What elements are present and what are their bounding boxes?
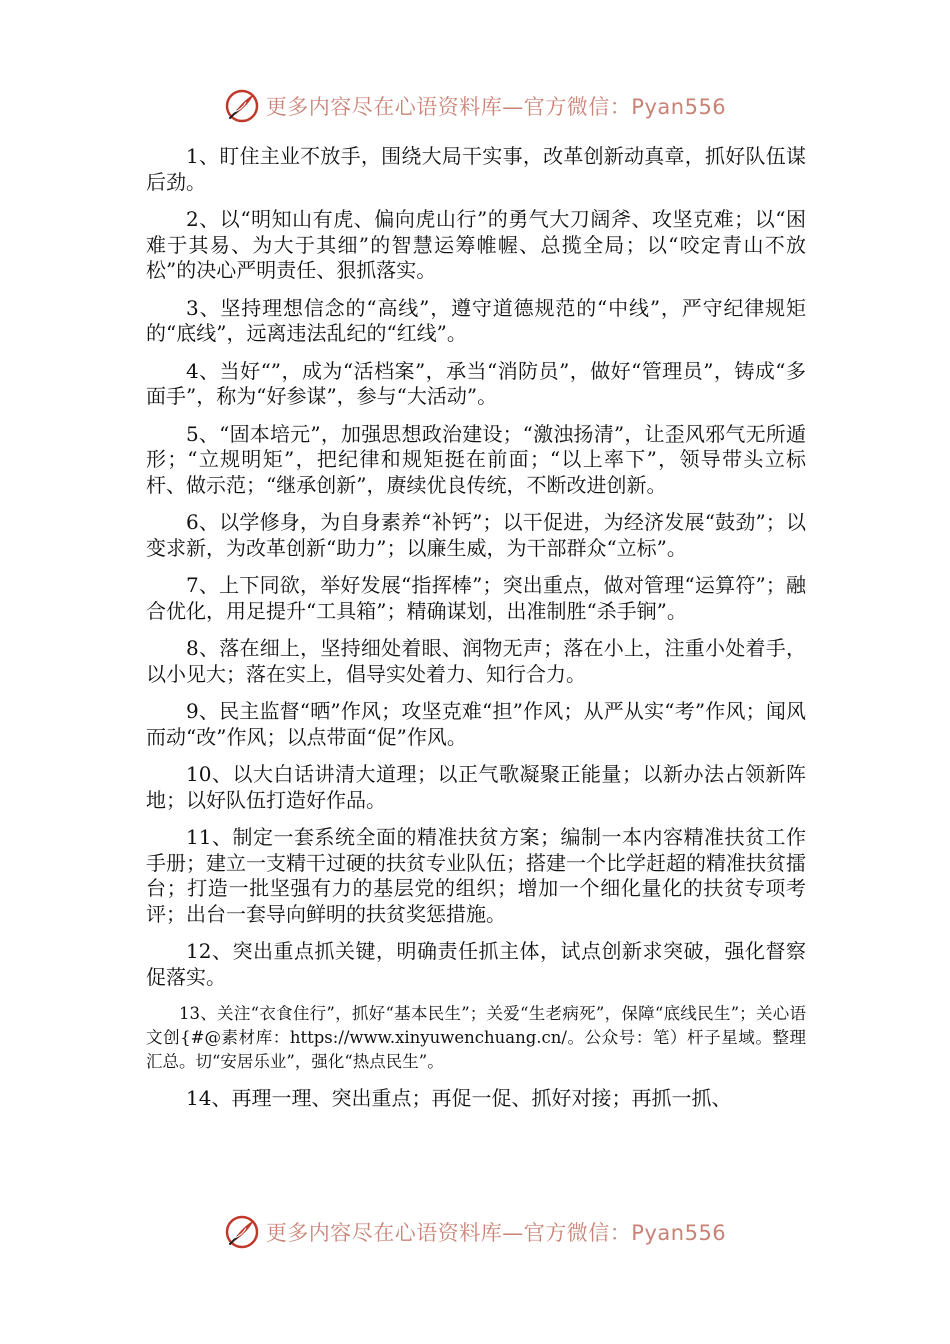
header-banner: [0, 86, 950, 126]
paragraph-14: 14、再理一理、突出重点；再促一促、抓好对接；再抓一抓、: [186, 1086, 732, 1110]
paragraph-10: 10、以大白话讲清大道理；以正气歌凝聚正能量；以新办法占领新阵地；以好队伍打造好作品。: [146, 762, 806, 812]
footer-banner: [0, 1212, 950, 1252]
paragraph-6: 6、以学修身，为自身素养“补钙”；以干促进，为经济发展“鼓劲”；以变求新，为改革创新“助力”；以廉生威，为干部群众“立标”。: [146, 510, 806, 560]
header-banner-text: 更多内容尽在心语资料库—官方微信：Pyan556: [265, 95, 727, 119]
paragraph-12: 12、突出重点抓关键，明确责任抓主体，试点创新求突破，强化督察促落实。: [146, 939, 806, 989]
paragraph-13: 13、关注“衣食住行”，抓好“基本民生”；关爱“生老病死”，保障“底线民生”；关心语文创{#@素材库：https://www.xinyuwenchuang.cn/。公众号：笔）杆子星域。整理汇总。切“安居乐业”，强化“热点民生”。: [146, 1004, 806, 1071]
paragraph-4: 4、当好“”，成为“活档案”，承当“消防员”，做好“管理员”，铸成“多面手”，称为“好参谋”，参与“大活动”。: [146, 358, 806, 408]
paragraph-1: 1、盯住主业不放手，围绕大局干实事，改革创新动真章，抓好队伍谋后劲。: [146, 144, 806, 194]
paragraph-2: 2、以“明知山有虎、偏向虎山行”的勇气大刀阔斧、攻坚克难；以“困难于其易、为大于其细”的智慧运筹帷幄、总揽全局；以“咬定青山不放松”的决心严明责任、狠抓落实。: [146, 207, 806, 282]
paragraph-3: 3、坚持理想信念的“高线”，遵守道德规范的“中线”，严守纪律规矩的“底线”，远离违法乱纪的“红线”。: [146, 295, 806, 345]
paragraph-5: 5、“固本培元”，加强思想政治建设；“激浊扬清”，让歪风邪气无所遁形；“立规明矩”，把纪律和规矩挺在前面；“以上率下”，领导带头立标杆、做示范；“继承创新”，赓续优良传统，不断改进创新。: [146, 421, 806, 497]
quill-logo-icon: [224, 1214, 260, 1250]
paragraph-9: 9、民主监督“晒”作风；攻坚克难“担”作风；从严从实“考”作风；闻风而动“改”作风；以点带面“促”作风。: [146, 699, 806, 749]
paragraph-7: 7、上下同欲，举好发展“指挥棒”；突出重点，做对管理“运算符”；融合优化，用足提升“工具箱”；精确谋划，出准制胜“杀手锏”。: [146, 573, 806, 623]
quill-logo-icon: [224, 88, 260, 124]
paragraph-8: 8、落在细上，坚持细处着眼、润物无声；落在小上，注重小处着手，以小见大；落在实上，倡导实处着力、知行合力。: [146, 636, 806, 686]
footer-banner-text: 更多内容尽在心语资料库—官方微信：Pyan556: [265, 1221, 727, 1245]
document-body: [146, 144, 806, 1124]
paragraph-11: 11、制定一套系统全面的精准扶贫方案；编制一本内容精准扶贫工作手册；建立一支精干过硬的扶贫专业队伍；搭建一个比学赶超的精准扶贫擂台；打造一批坚强有力的基层党的组织；增加一个细化量化的扶贫专项考评；出台一套导向鲜明的扶贫奖惩措施。: [146, 825, 806, 926]
